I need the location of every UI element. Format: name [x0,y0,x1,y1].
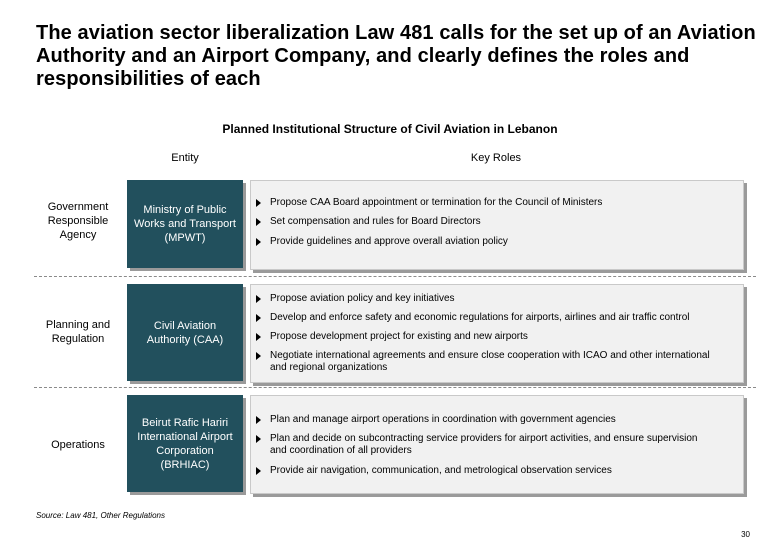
role-text: Propose CAA Board appointment or termination for the Council of Ministers [270,197,603,208]
role-item [256,293,746,305]
entity-box-brhiac [127,395,243,492]
role-item [256,414,746,426]
bullet-triangle-icon [256,238,261,246]
slide-title: The aviation sector liberalization Law 481 calls for the set up of an Aviation Authority and an Airport Company, and clearly defines the roles and responsibilities of each [36,22,756,90]
bullet-triangle-icon [256,333,261,341]
entity-name: Ministry of Public Works and Transport (MPWT) [134,204,236,244]
bullet-triangle-icon [256,352,261,360]
bullet-triangle-icon [256,314,261,322]
role-text: Plan and decide on subcontracting service providers for airport activities, and ensure supervision and coordination of all providers [270,433,698,456]
role-item [256,433,706,457]
role-text: Provide air navigation, communication, and metrological observation services [270,465,612,476]
column-header-entity: Entity [171,152,199,164]
role-item [256,312,746,324]
source-note: Source: Law 481, Other Regulations [36,511,165,520]
role-text: Propose aviation policy and key initiatives [270,293,455,304]
entity-name: Civil Aviation Authority (CAA) [146,319,224,346]
bullet-triangle-icon [256,199,261,207]
bullet-triangle-icon [256,467,261,475]
column-header-key-roles: Key Roles [470,152,522,164]
role-text: Negotiate international agreements and ensure close cooperation with ICAO and other international and regional organizations [270,350,710,373]
role-item [256,331,746,343]
diagram-subtitle: Planned Institutional Structure of Civil Aviation in Lebanon [222,122,558,136]
role-item [256,236,746,248]
bullet-triangle-icon [256,416,261,424]
role-item [256,350,716,374]
role-text: Plan and manage airport operations in coordination with government agencies [270,414,616,425]
role-text: Provide guidelines and approve overall aviation policy [270,236,508,247]
bullet-triangle-icon [256,218,261,226]
role-text: Develop and enforce safety and economic regulations for airports, airlines and air traffic control [270,312,690,323]
entity-name: Beirut Rafic Hariri International Airport Corporation (BRHIAC) [137,416,233,471]
row-divider [34,387,756,388]
role-item [256,465,746,477]
entity-box-mpwt [127,180,243,268]
entity-box-caa [127,284,243,381]
row-label-planning: Planning and Regulation [45,319,111,345]
role-item [256,216,746,228]
page-number: 30 [741,530,750,539]
role-text: Propose development project for existing and new airports [270,331,528,342]
row-divider [34,276,756,277]
role-text: Set compensation and rules for Board Directors [270,216,481,227]
row-label-government: Government Responsible Agency [47,201,109,241]
bullet-triangle-icon [256,295,261,303]
bullet-triangle-icon [256,435,261,443]
role-item [256,197,746,209]
row-label-operations: Operations [51,439,105,451]
